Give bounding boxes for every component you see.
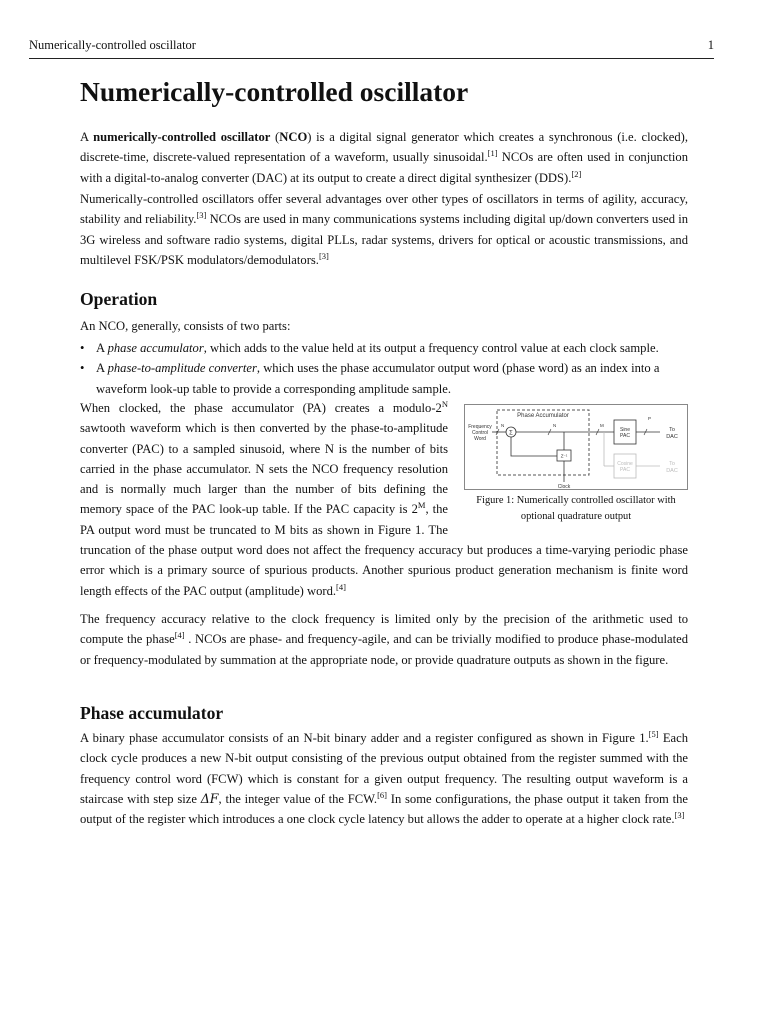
bold-abbreviation: NCO xyxy=(279,130,308,144)
math-delta-f: ΔF xyxy=(200,790,219,806)
accuracy-paragraph xyxy=(80,609,688,670)
section-heading-phase-accumulator: Phase accumulator xyxy=(80,703,224,723)
text: A binary phase accumulator consists of an N-bit binary adder and a register configured as shown in Figure 1. xyxy=(80,731,649,745)
text: , the integer value of the FCW. xyxy=(218,791,378,806)
figure-border xyxy=(465,405,688,490)
text: , the PA output word must be truncated to M bits as shown in Figure 1. The truncation of the phase output word does not affect the frequency accuracy but produces a time-varying periodic phase error which is a primary source of spurious products. Another spurious product generation mechanism is finite word length effects of the PAC output (amplitude) word. xyxy=(80,502,688,598)
list-item xyxy=(80,338,688,358)
emphasis: phase accumulator xyxy=(107,341,204,355)
bus-width-label: P xyxy=(648,416,652,421)
article-title: Numerically-controlled oscillator xyxy=(80,76,469,107)
text: NCOs are often used in conjunction with a digital-to-analog converter (DAC) at its output to create a direct digital synthesizer (DDS). xyxy=(80,150,688,185)
text: In some configurations, the phase output it taken from the output of the register which introduces a one clock cycle latency but allows the adder to operate at a higher clock rate. xyxy=(80,791,688,827)
dac-label: To xyxy=(669,427,675,433)
dac-label: To xyxy=(669,461,675,467)
citation-link[interactable]: [3] xyxy=(674,810,685,821)
sine-pac-label: PAC xyxy=(620,433,630,439)
superscript: M xyxy=(417,500,426,511)
phase-accumulator-label: Phase Accumulator xyxy=(517,413,569,419)
bullet: • xyxy=(80,361,85,376)
citation-link[interactable]: [3] xyxy=(196,210,207,221)
cosine-pac-label: PAC xyxy=(620,467,630,473)
parts-list xyxy=(80,338,688,399)
text: A xyxy=(80,130,94,144)
bullet: • xyxy=(80,341,85,355)
fcw-label: Frequency xyxy=(468,424,492,430)
dac-label: DAC xyxy=(666,468,678,474)
text: The frequency accuracy relative to the clock frequency is limited only by the precision of the arithmetic used to compute the phase xyxy=(80,611,688,647)
fcw-label: Word xyxy=(474,436,486,442)
superscript: N xyxy=(441,399,448,409)
figure-1 xyxy=(464,404,688,525)
adder-label: Σ xyxy=(509,430,513,437)
phase-accumulator-paragraph xyxy=(80,728,688,829)
text: ( xyxy=(270,130,280,144)
nco-block-diagram xyxy=(464,404,688,490)
citation-link[interactable]: [3] xyxy=(318,250,329,261)
citation-link[interactable]: [4] xyxy=(336,581,346,592)
bus-width-label: N xyxy=(553,423,557,428)
intro-paragraph-2 xyxy=(80,189,688,270)
fcw-label: Control xyxy=(471,430,489,436)
section-heading-operation: Operation xyxy=(80,289,158,309)
text: sawtooth waveform which is then converted by the phase-to-amplitude converter (PAC) to a sampled sinusoid, where N is the number of bits carried in the phase accumulator. N sets the NCO frequency resolution and is normally much larger than the number of bits defining the memory space of the PAC look-up table. If the PAC capacity is 2 xyxy=(80,421,448,517)
text: , which adds to the value held at its output a frequency control value at each clock sample. xyxy=(203,341,659,355)
citation-link[interactable]: [5] xyxy=(648,729,659,739)
text: . NCOs are phase- and frequency-agile, and can be trivially modified to produce phase-modulated or frequency-modulated by summation at the appropriate node, or provide quadrature outputs as shown in the figure. xyxy=(80,632,688,667)
running-header-title: Numerically-controlled oscillator xyxy=(29,38,196,52)
operation-lead: An NCO, generally, consists of two parts: xyxy=(80,319,291,333)
list-item xyxy=(80,358,688,399)
sine-pac-label: Sine xyxy=(619,427,631,433)
figure-caption: Figure 1: Numerically controlled oscillator with optional quadrature output xyxy=(476,495,676,522)
citation-link[interactable]: [6] xyxy=(377,789,387,800)
citation-link[interactable]: [4] xyxy=(174,630,185,641)
dac-label: DAC xyxy=(666,434,678,440)
text: When clocked, the phase accumulator (PA) creates a modulo-2 xyxy=(80,401,442,415)
register-label: Z⁻¹ xyxy=(560,453,568,459)
bus-width-label: N xyxy=(501,423,505,428)
citation-link[interactable]: [2] xyxy=(571,168,582,179)
cosine-pac-label: Cosine xyxy=(617,461,633,467)
text: Numerically-controlled oscillators offer several advantages over other types of oscillators in terms of agility, accuracy, stability and reliability. xyxy=(80,192,688,227)
text: , which uses the phase accumulator output word (phase word) as an index into a waveform look-up table to provide a corresponding amplitude sample. xyxy=(96,361,660,396)
text: Each clock cycle produces a new N-bit output consisting of the previous output obtained from the register summed with the frequency control word (FCW) which is constant for a given output frequency. The resulting output waveform is a staircase with step size xyxy=(80,731,688,806)
text: ) is a digital signal generator which creates a synchronous (i.e. clocked), discrete-time, discrete-valued representation of a waveform, usually sinusoidal. xyxy=(80,130,688,165)
intro-paragraph-1 xyxy=(80,127,688,188)
text: NCOs are used in many communications systems including digital up/down converters used in 3G wireless and software radio systems, digital PLLs, radar systems, drivers for optical or acoustic transmissions, and multilevel FSK/PSK modulators/demodulators. xyxy=(80,212,689,267)
text: A xyxy=(96,341,108,355)
page-number: 1 xyxy=(707,38,714,52)
bold-term: numerically-controlled oscillator xyxy=(93,130,271,144)
running-header xyxy=(29,38,714,59)
clock-label: Clock xyxy=(557,484,571,490)
bus-width-label: M xyxy=(600,423,604,428)
citation-link[interactable]: [1] xyxy=(487,148,498,159)
text: A xyxy=(96,361,108,376)
emphasis: phase-to-amplitude converter xyxy=(107,361,257,376)
